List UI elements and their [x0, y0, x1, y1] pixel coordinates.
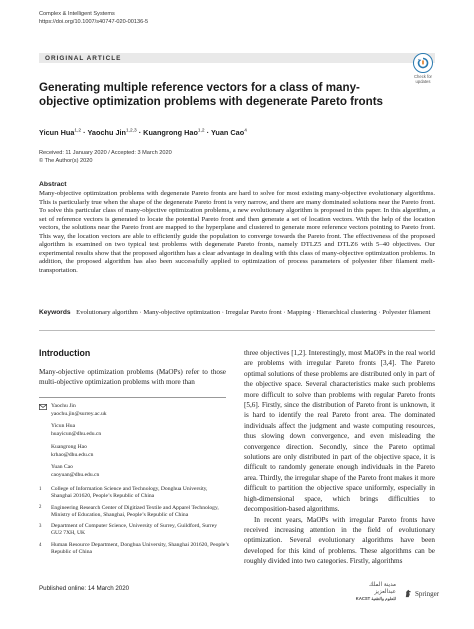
- journal-name: Complex & Intelligent Systems: [39, 11, 115, 17]
- author-separator: ·: [83, 128, 86, 137]
- envelope-icon: [39, 404, 47, 414]
- article-type-label: ORIGINAL ARTICLE: [45, 54, 122, 62]
- contact-email[interactable]: huayicun@dhu.edu.cn: [51, 431, 102, 438]
- keyword-item: Evolutionary algorithm: [76, 309, 138, 316]
- author-list: [39, 128, 247, 137]
- kacst-logo: [350, 582, 396, 601]
- journal-header: [39, 11, 148, 26]
- introduction-paragraph: In recent years, MaOPs with irregular Pareto fronts have received increasing attention in the field of evolutionary optimization. Several evolutionary algorithms have been developed for this kind of problems. These algorithms can be roughly divided into two categories. Firstly, algorithms: [244, 515, 435, 566]
- author-affiliation-marker: 1,2,3: [126, 128, 137, 134]
- affiliation-entry: [39, 486, 229, 500]
- keyword-item: Polyester filament: [382, 309, 431, 316]
- publisher-arabic: مدينة الملك عبدالعزيز: [368, 582, 396, 595]
- author-name[interactable]: Kuangrong Hao: [143, 128, 198, 137]
- affiliation-number: 2: [39, 505, 42, 511]
- affiliation-number: 1: [39, 486, 42, 492]
- article-type-banner: [39, 53, 435, 63]
- footnote-divider: [39, 397, 226, 398]
- author-separator: ·: [138, 128, 142, 137]
- introduction-heading: Introduction: [39, 348, 91, 358]
- introduction-text-left: Many-objective optimization problems (MaOPs) refer to those multi-objective optimization problems with more than: [39, 368, 226, 387]
- affiliation-entry: [39, 542, 229, 556]
- springer-logo: [404, 585, 439, 603]
- contact-entry: [39, 444, 229, 459]
- contact-email[interactable]: caoyuan@dhu.edu.cn: [51, 471, 100, 478]
- keywords: Keywords Evolutionary algorithm · Many-objective optimization · Irregular Pareto front · Mapping · Hierarchical clustering · Polyester filament: [39, 309, 431, 316]
- check-updates-line1: Check for: [414, 74, 432, 79]
- check-updates-icon: [413, 53, 433, 73]
- publisher-latin: KACST للعلوم والتقنية: [355, 596, 396, 601]
- author-separator: ·: [206, 128, 210, 137]
- keyword-item: Many-objective optimization: [143, 309, 221, 316]
- check-for-updates-button[interactable]: [407, 53, 439, 84]
- affiliation-text: Department of Computer Science, University of Surrey, Guildford, Surrey GU2 7XH, UK: [51, 523, 218, 537]
- article-dates: [39, 150, 172, 165]
- contact-name: Yicun Hua: [51, 423, 76, 430]
- affiliation-number: 4: [39, 542, 42, 548]
- contact-email[interactable]: yaochu.jin@surrey.ac.uk: [51, 410, 107, 417]
- author-name[interactable]: Yicun Hua: [39, 128, 75, 137]
- author-name[interactable]: Yaochu Jin: [87, 128, 126, 137]
- contact-name: Yaochu Jin: [51, 403, 76, 409]
- keyword-item: Hierarchical clustering: [316, 309, 377, 316]
- contact-entry: [39, 423, 229, 438]
- check-updates-line2: updates: [415, 79, 431, 84]
- introduction-paragraph: three objectives [1,2]. Interestingly, most MaOPs in the real world are problems with irregular Pareto fronts [3,4]. The Pareto optimal solutions of these problems are distributed only in part of the objective space. Several characteristics make such problems more difficult to solve than problems with regular Pareto fronts [5,6]. Firstly, since the distribution of Pareto front is unknown, it is hard to identify the real Pareto front area. The dominated individuals affect the judgment and waste computing resources, thus slowing down convergence, and even misleading the convergence direction. Secondly, since the Pareto optimal solutions are only distributed in part of the objective space, it is difficult to randomly generate enough individuals in the Pareto area. Thirdly, the irregular shape of the Pareto front makes it more difficult to partition the objective space uniformly, especially in high-dimensional space, which brings difficulties to decomposition-based algorithms.: [244, 349, 435, 514]
- author-name[interactable]: Yuan Cao: [210, 128, 245, 137]
- keyword-item: Mapping: [287, 309, 311, 316]
- keyword-item: Irregular Pareto front: [225, 309, 282, 316]
- doi-link[interactable]: https://doi.org/10.1007/s40747-020-00136-5: [39, 18, 149, 25]
- abstract-heading: Abstract: [39, 181, 67, 188]
- contact-entry: [39, 403, 229, 418]
- keywords-label: Keywords: [39, 309, 71, 316]
- published-online: Published online: 14 March 2020: [39, 585, 130, 592]
- contact-entry: [39, 464, 229, 479]
- author-affiliation-marker: 4: [244, 128, 247, 134]
- affiliation-text: College of Information Science and Technology, Donghua University, Shanghai 201620, People’s Republic of China: [51, 486, 208, 500]
- section-divider: [39, 330, 435, 331]
- abstract-text: Many-objective optimization problems with degenerate Pareto fronts are hard to solve for most existing many-objective evolutionary algorithms. This is particularly true when the shape of the degenerate Pareto front is very narrow, and there are many dominated solutions near the Pareto front. To solve this particular class of many-objective optimization problems, a new evolutionary algorithm is proposed in this paper. In this algorithm, a set of reference vectors is generated to locate the potential Pareto front and then generate a set of location vectors. With the help of the location vectors, the solutions near the Pareto front are mapped to the hyperplane and clustered to generate more reference vectors pointing to Pareto front. This way, the location vectors are able to efficiently guide the population to converge towards the Pareto front. The effectiveness of the proposed algorithm is examined on two typical test problems with degenerate Pareto fronts, namely DTLZ5 and DTLZ6 with 5–40 objectives. Our experimental results show that the proposed algorithm has a clear advantage in dealing with this class of many-objective optimization problems. In addition, the proposed algorithm has also been successfully applied to optimization of process parameters of polyester fiber filament melt-transportation.: [39, 190, 435, 274]
- springer-wordmark: Springer: [415, 590, 440, 598]
- affiliations: [39, 486, 229, 561]
- contact-name: Kuangrong Hao: [51, 443, 87, 450]
- springer-horse-icon: [404, 585, 413, 603]
- received-accepted: Received: 11 January 2020 / Accepted: 3 March 2020: [39, 150, 172, 156]
- author-contacts: [39, 403, 229, 485]
- author-affiliation-marker: 1,2: [74, 128, 82, 134]
- affiliation-entry: [39, 523, 229, 537]
- affiliation-text: Engineering Research Center of Digitized Textile and Apparel Technology, Ministry of Education, Shanghai, People’s Republic of China: [51, 504, 219, 518]
- copyright-notice: © The Author(s) 2020: [39, 157, 93, 164]
- introduction-text-right: [244, 348, 435, 567]
- article-title: Generating multiple reference vectors for a class of many-objective optimization problems with degenerate Pareto fronts: [39, 81, 384, 108]
- contact-email[interactable]: krhao@dhu.edu.cn: [51, 451, 94, 458]
- contact-name: Yuan Cao: [51, 464, 73, 471]
- affiliation-number: 3: [39, 523, 42, 529]
- affiliation-entry: [39, 505, 229, 519]
- author-affiliation-marker: 1,2: [197, 128, 205, 134]
- affiliation-text: Human Resource Department, Donghua University, Shanghai 201620, People’s Republic of China: [51, 542, 229, 556]
